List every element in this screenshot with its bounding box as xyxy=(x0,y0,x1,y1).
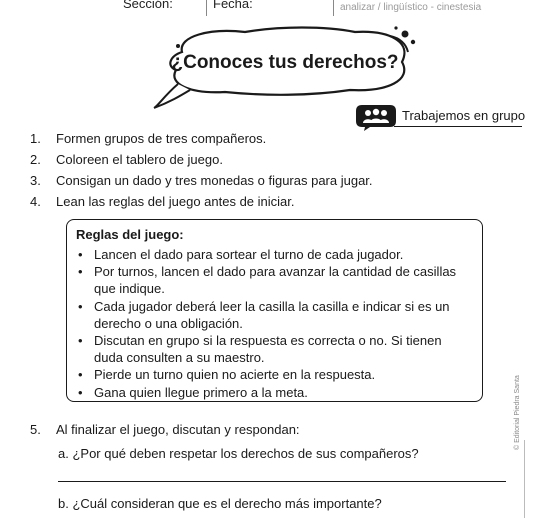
step-number: 3. xyxy=(30,173,41,188)
page-title: ¿Conoces tus derechos? xyxy=(171,52,399,73)
seccion-label: Sección: xyxy=(123,0,173,11)
fecha-label: Fecha: xyxy=(213,0,253,11)
bullet-icon: • xyxy=(78,247,83,262)
bullet-icon: • xyxy=(78,264,83,280)
answer-line[interactable] xyxy=(58,481,506,482)
step-text: Coloreen el tablero de juego. xyxy=(56,152,223,167)
step-text: Formen grupos de tres compañeros. xyxy=(56,131,267,146)
rule-item xyxy=(76,298,474,332)
step-number: 4. xyxy=(30,194,41,209)
header-divider xyxy=(206,0,207,16)
rule-text: Por turnos, lancen el dado para avanzar la cantidad de casillas que indique. xyxy=(94,264,457,297)
rule-item xyxy=(76,332,474,366)
question-b: b. ¿Cuál consideran que es el derecho más importante? xyxy=(58,496,382,511)
rules-title: Reglas del juego: xyxy=(76,227,184,242)
question-a: a. ¿Por qué deben respetar los derechos de sus compañeros? xyxy=(58,446,419,461)
margin-divider xyxy=(524,440,525,518)
group-work-label: Trabajemos en grupo xyxy=(402,108,526,123)
step-number: 2. xyxy=(30,152,41,167)
rule-text: Cada jugador deberá leer la casilla la casilla e indicar si es un derecho o una obligación. xyxy=(94,298,450,331)
publisher-credit: © Editorial Piedra Santa xyxy=(514,375,521,450)
rule-text: Pierde un turno quien no acierte en la respuesta. xyxy=(94,367,376,383)
group-work-underline xyxy=(394,126,522,127)
rule-item xyxy=(76,366,474,383)
step-text: Consigan un dado y tres monedas o figuras para jugar. xyxy=(56,173,373,188)
step-text: Lean las reglas del juego antes de iniciar. xyxy=(56,194,295,209)
bullet-icon: • xyxy=(78,298,83,314)
group-people-icon xyxy=(356,103,396,131)
step-text: Al finalizar el juego, discutan y respondan: xyxy=(56,422,300,437)
bullet-icon: • xyxy=(78,384,83,400)
header-row xyxy=(0,0,550,16)
rule-text: Discutan en grupo si la respuesta es correcta o no. Si tienen duda consulten a su maestro. xyxy=(94,333,442,366)
step-number: 5. xyxy=(30,422,41,437)
rules-box xyxy=(66,219,483,402)
header-divider xyxy=(333,0,334,16)
bullet-icon: • xyxy=(78,333,83,349)
rule-text: Gana quien llegue primero a la meta. xyxy=(94,384,308,400)
rule-item xyxy=(76,246,474,263)
rule-text: Lancen el dado para sortear el turno de cada jugador. xyxy=(94,247,404,262)
bullet-icon: • xyxy=(78,367,83,383)
rule-item xyxy=(76,384,474,401)
rule-item xyxy=(76,263,474,297)
skills-tag: analizar / lingüístico - cinestesia xyxy=(340,2,482,13)
title-cloud xyxy=(150,22,420,110)
step-number: 1. xyxy=(30,131,41,146)
